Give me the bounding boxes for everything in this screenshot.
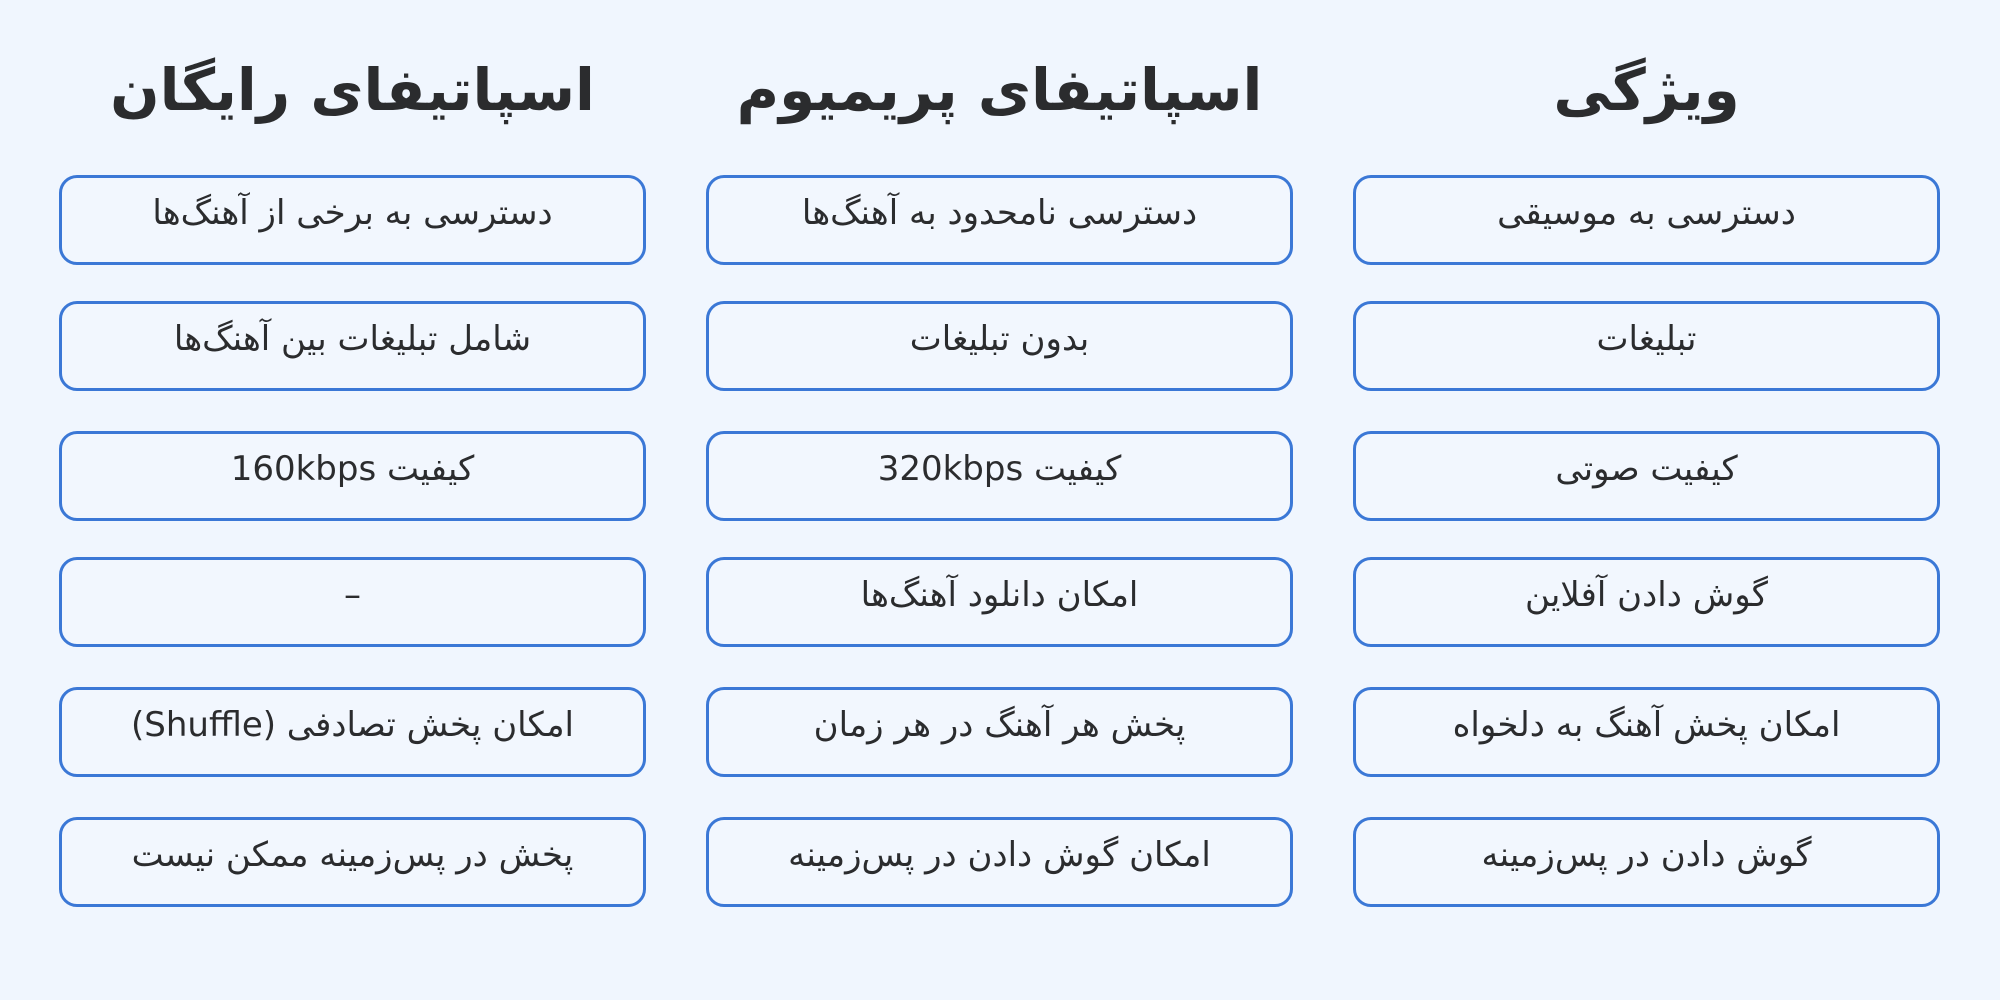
table-cell — [1353, 687, 1940, 777]
cell-text: کیفیت 160kbps — [230, 449, 475, 489]
column-title-premium: اسپاتیفای پریمیوم — [736, 56, 1263, 124]
table-cell — [706, 301, 1293, 391]
table-cell — [706, 557, 1293, 647]
table-cell — [706, 687, 1293, 777]
table-cell — [59, 817, 646, 907]
cell-text: شامل تبلیغات بین آهنگ‌ها — [173, 319, 532, 359]
table-cell — [706, 175, 1293, 265]
table-cell — [1353, 175, 1940, 265]
column-title-feature: ویژگی — [1553, 56, 1740, 124]
cell-text: دسترسی به موسیقی — [1497, 193, 1796, 233]
table-cell — [706, 817, 1293, 907]
table-cell — [1353, 431, 1940, 521]
cell-text: امکان گوش دادن در پس‌زمینه — [788, 835, 1211, 875]
cell-text: – — [344, 575, 361, 615]
cell-text: امکان پخش آهنگ به دلخواه — [1452, 705, 1841, 745]
cell-text: دسترسی نامحدود به آهنگ‌ها — [801, 193, 1198, 233]
cell-text: گوش دادن در پس‌زمینه — [1481, 835, 1812, 875]
table-cell — [59, 301, 646, 391]
cell-text: پخش در پس‌زمینه ممکن نیست — [131, 835, 574, 875]
cell-text: پخش هر آهنگ در هر زمان — [813, 705, 1186, 745]
column-title-free: اسپاتیفای رایگان — [110, 56, 595, 124]
table-cell — [59, 687, 646, 777]
table-cell — [59, 175, 646, 265]
table-cell — [59, 557, 646, 647]
cell-text: دسترسی به برخی از آهنگ‌ها — [152, 193, 553, 233]
cell-text: کیفیت صوتی — [1555, 449, 1738, 489]
table-cell — [1353, 301, 1940, 391]
cell-text: امکان پخش تصادفی (Shuffle) — [131, 705, 574, 745]
cell-text: کیفیت 320kbps — [877, 449, 1122, 489]
table-cell — [1353, 557, 1940, 647]
cell-text: گوش دادن آفلاین — [1525, 575, 1768, 615]
table-cell — [1353, 817, 1940, 907]
table-cell — [59, 431, 646, 521]
cell-text: تبلیغات — [1596, 319, 1697, 359]
table-cell — [706, 431, 1293, 521]
cell-text: بدون تبلیغات — [909, 319, 1090, 359]
cell-text: امکان دانلود آهنگ‌ها — [860, 575, 1139, 615]
